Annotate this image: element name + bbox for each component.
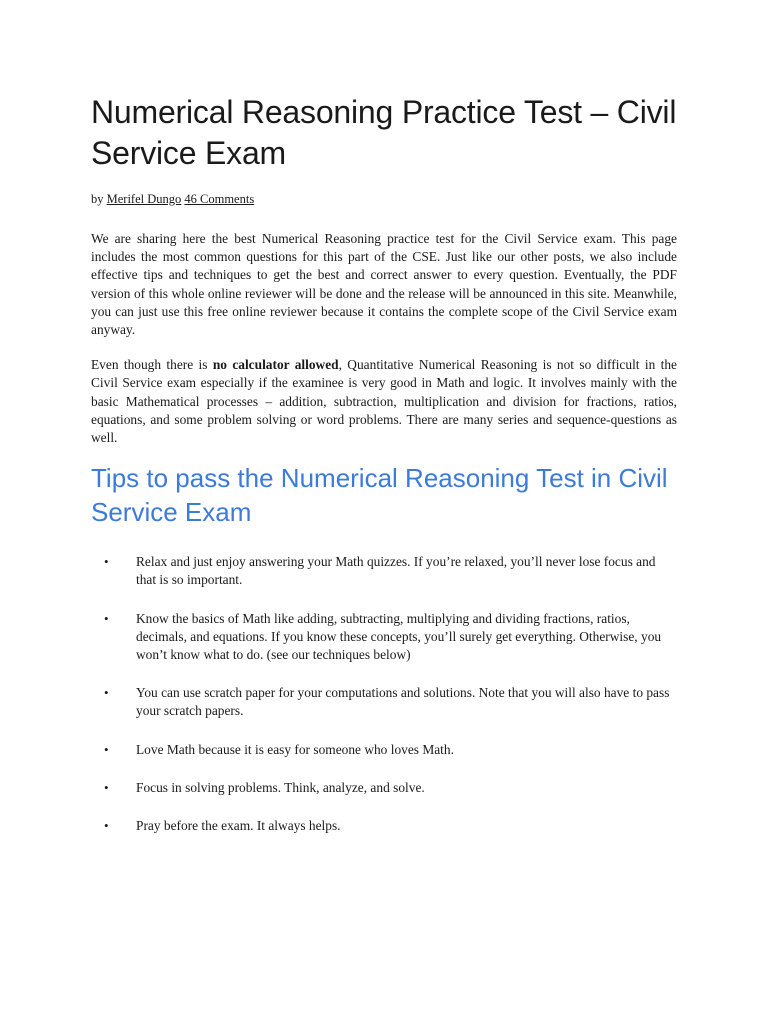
page-title: Numerical Reasoning Practice Test – Civil Service Exam: [91, 94, 677, 171]
tip-text: Pray before the exam. It always helps.: [136, 818, 341, 834]
no-calculator-emphasis: no calculator allowed: [212, 357, 339, 373]
tip-text: You can use scratch paper for your computations and solutions. Note that you will also have to pass your scratch papers.: [136, 685, 670, 719]
bullet-icon: •: [104, 741, 109, 757]
tips-list: [91, 553, 677, 835]
author-link[interactable]: Merifel Dungo: [106, 192, 182, 206]
list-item: [91, 779, 677, 797]
list-item: [91, 610, 677, 665]
byline-prefix: by: [91, 192, 104, 206]
comments-link[interactable]: 46 Comments: [184, 192, 255, 206]
calculator-paragraph-end: , Quantitative Numerical Reasoning is not so difficult in the Civil Service exam especially if the examinee is very good in Math and logic. It involves mainly with the basic Mathematical processes – addition, subtraction, multiplication and division for fractions, ratios, equations, and some problem solving or word problems. There are many series and sequence-questions as well.: [91, 357, 677, 446]
bullet-icon: •: [104, 685, 109, 701]
article: [91, 92, 677, 855]
list-item: [91, 553, 677, 589]
bullet-icon: •: [104, 818, 109, 834]
list-item: [91, 741, 677, 759]
tip-text: Relax and just enjoy answering your Math quizzes. If you’re relaxed, you’ll never lose focus and that is so important.: [136, 554, 656, 588]
calculator-paragraph: [91, 356, 677, 447]
bullet-icon: •: [104, 554, 109, 570]
tip-text: Love Math because it is easy for someone who loves Math.: [136, 741, 454, 757]
list-item: [91, 817, 677, 835]
calculator-paragraph-start: Even though there is: [91, 357, 213, 373]
bullet-icon: •: [104, 610, 109, 626]
bullet-icon: •: [104, 779, 109, 795]
list-item: [91, 684, 677, 720]
byline: [91, 192, 677, 207]
tip-text: Know the basics of Math like adding, subtracting, multiplying and dividing fractions, ratios, decimals, and equations. If you know these concepts, you’ll surely get everything. Otherwise, you won’t know what to do. (see our techniques below): [136, 610, 662, 663]
tips-heading: Tips to pass the Numerical Reasoning Test in Civil Service Exam: [91, 463, 668, 528]
tip-text: Focus in solving problems. Think, analyze, and solve.: [136, 779, 425, 795]
intro-paragraph: We are sharing here the best Numerical Reasoning practice test for the Civil Service exam. This page includes the most common questions for this part of the CSE. Just like our other posts, we also include effective tips and techniques to get the best and correct answer to every question. Eventually, the PDF version of this whole online reviewer will be done and the release will be announced in this site. Meanwhile, you can just use this free online reviewer because it contains the complete scope of the Civil Service exam anyway.: [91, 231, 677, 338]
